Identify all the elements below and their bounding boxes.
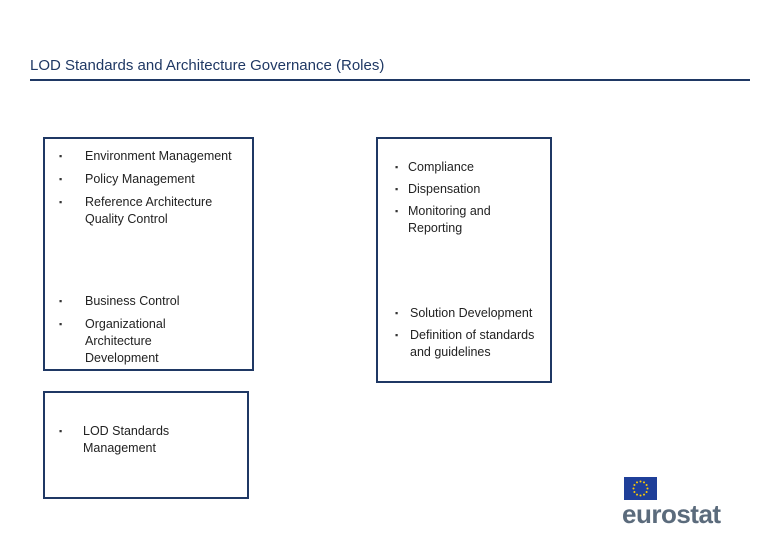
bullet-icon: ▪ — [59, 174, 63, 184]
list-item-label: Dispensation — [408, 182, 481, 196]
bullet-icon: ▪ — [59, 197, 63, 207]
list-item — [45, 148, 235, 165]
roles-box-lod-standards — [43, 391, 249, 499]
bullet-icon: ▪ — [395, 184, 399, 194]
list-item-label: Compliance — [408, 160, 475, 174]
list-item-label: Business Control — [85, 294, 180, 308]
bullet-icon: ▪ — [59, 319, 63, 329]
roles-box-architecture — [43, 137, 254, 371]
list-item — [45, 423, 195, 457]
roles-box-compliance — [376, 137, 552, 383]
list-item — [378, 327, 552, 361]
list-item — [45, 293, 245, 310]
list-item-label: LOD Standards Management — [83, 424, 170, 455]
list-item-label: Reference Architecture Quality Control — [85, 195, 213, 226]
list-item — [45, 171, 245, 188]
list-item-label: Environment Management — [85, 149, 232, 163]
bullet-icon: ▪ — [395, 308, 399, 318]
list-item-label: Policy Management — [85, 172, 195, 186]
list-item-label: Organizational Architecture Development — [85, 317, 166, 365]
bullet-icon: ▪ — [395, 330, 399, 340]
roles-list — [45, 148, 245, 228]
list-item — [45, 194, 245, 228]
list-item — [378, 181, 548, 198]
bullet-icon: ▪ — [59, 296, 63, 306]
page-title: LOD Standards and Architecture Governance (Roles) — [30, 57, 385, 74]
list-item — [378, 305, 552, 322]
list-item — [378, 203, 518, 237]
list-item — [45, 316, 195, 367]
bullet-icon: ▪ — [59, 151, 63, 161]
logo-text: eurostat — [622, 499, 721, 529]
roles-list — [378, 305, 552, 361]
bullet-icon: ▪ — [395, 206, 399, 216]
eu-stars-icon — [624, 477, 657, 500]
list-item-label: Definition of standards and guidelines — [410, 328, 535, 359]
roles-list — [378, 159, 548, 237]
list-item-label: Monitoring and Reporting — [408, 204, 491, 235]
list-item — [378, 159, 548, 176]
bullet-icon: ▪ — [59, 426, 63, 436]
eurostat-logo — [622, 477, 744, 527]
roles-list — [45, 423, 195, 457]
roles-list — [45, 293, 245, 367]
list-item-label: Solution Development — [410, 306, 533, 320]
title-divider — [30, 79, 750, 81]
eu-flag-icon — [624, 477, 657, 500]
bullet-icon: ▪ — [395, 162, 399, 172]
